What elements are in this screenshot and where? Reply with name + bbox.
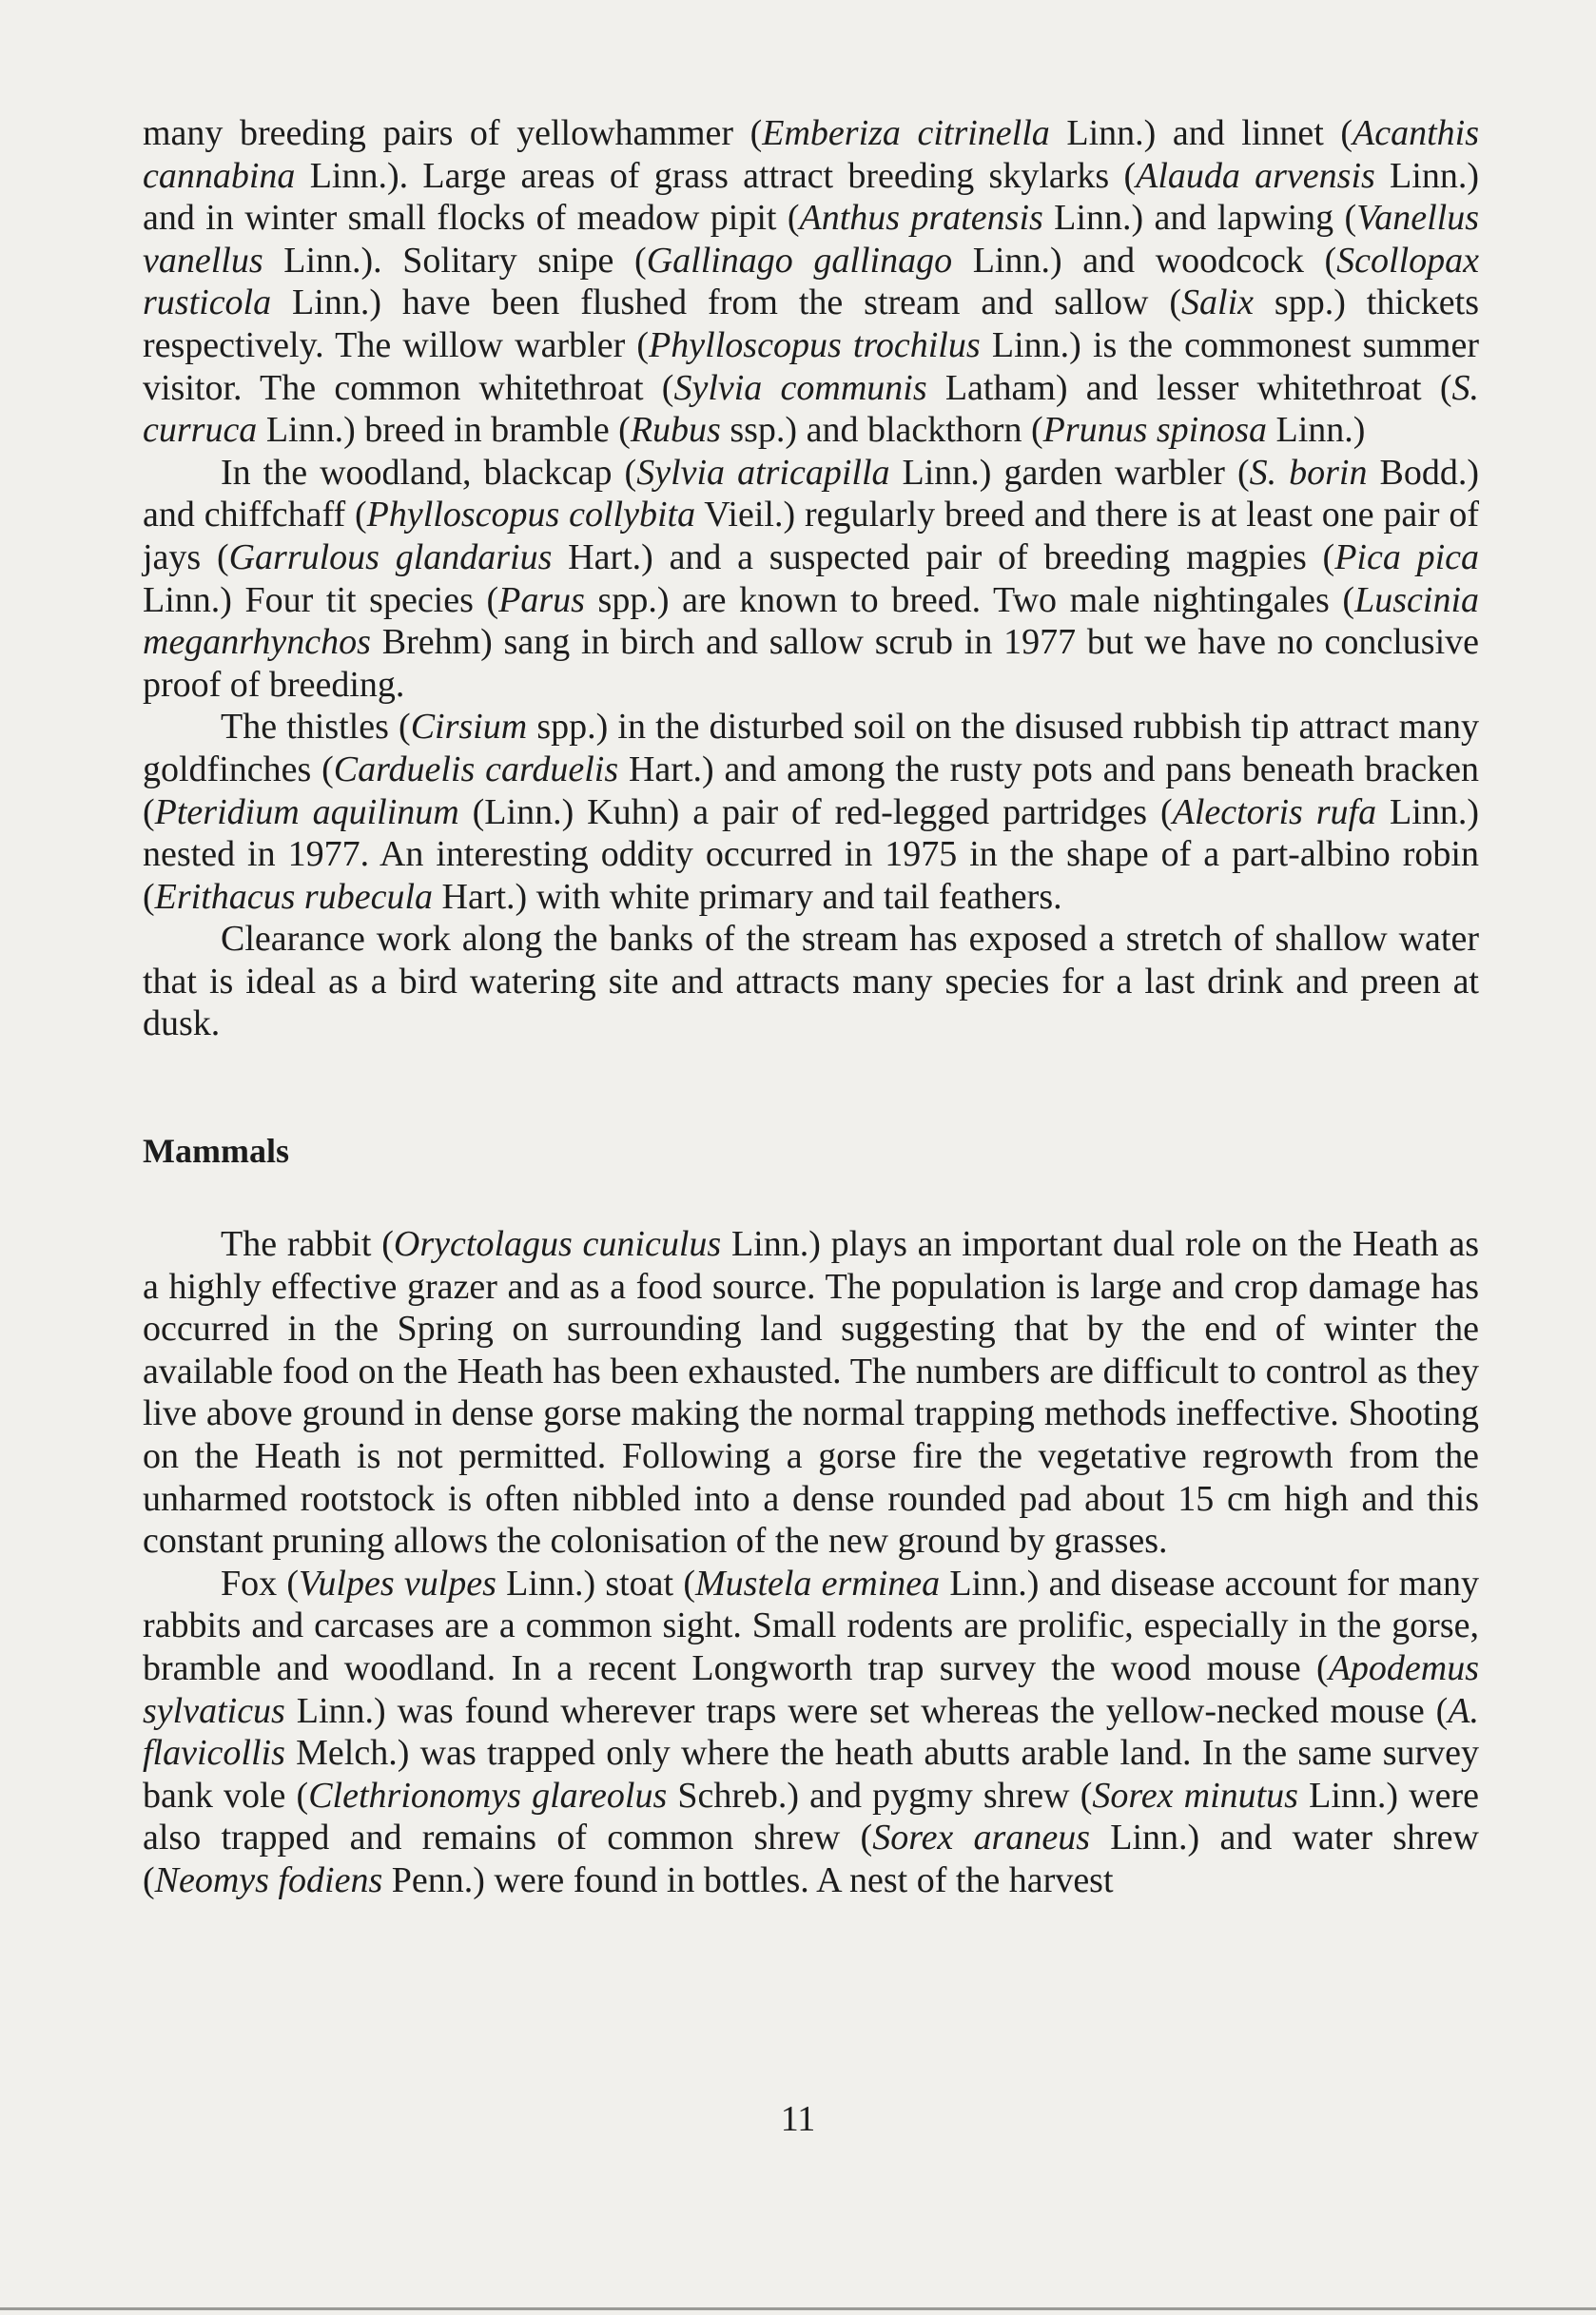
text-run: Linn.) and lapwing ( — [1042, 198, 1357, 239]
text-run: Fox ( — [221, 1563, 300, 1604]
text-run: Linn.). Solitary snipe ( — [263, 240, 647, 281]
species-name: Mustela erminea — [695, 1563, 941, 1604]
species-name: Alauda arvensis — [1136, 155, 1375, 196]
species-name: Cirsium — [410, 707, 528, 748]
species-name: Phylloscopus trochilus — [649, 324, 981, 365]
species-name: Anthus pratensis — [799, 198, 1043, 239]
text-run: Linn.) breed in bramble ( — [257, 410, 631, 451]
text-run: Schreb.) and pygmy shrew ( — [667, 1775, 1093, 1816]
species-name: Pica pica — [1334, 536, 1479, 577]
paragraph-p3 — [143, 706, 1479, 918]
species-name: Vanellus vanellus — [143, 198, 1479, 281]
text-run: Linn.) plays an important dual role on the Heath as a highly effective grazer and as a food source. The population is large and crop damage has occurred in the Spring on surrounding land suggesting that by the end of winter the available food on the Heath has been exhausted. The numbers are difficult to control as they live above ground in dense gorse making the normal trapping methods ineffective. Shooting on the Heath is not permitted. Following a gorse fire the vegetative regrowth from the unharmed rootstock is often nibbled into a dense rounded pad about 15 cm high and this constant pruning allows the colonisation of the new ground by grasses. — [143, 1224, 1479, 1562]
species-name: Acanthis cannabina — [143, 113, 1480, 196]
species-name: Parus — [498, 579, 585, 620]
species-name: Sylvia communis — [673, 367, 927, 408]
mammals-section — [143, 1223, 1479, 1902]
text-run: Linn.) Four tit species ( — [143, 579, 499, 620]
paragraph-p4 — [143, 918, 1479, 1045]
species-name: Scollopax rusticola — [143, 240, 1479, 323]
page-number: 11 — [780, 2099, 816, 2139]
text-run: ssp.) and blackthorn ( — [720, 410, 1043, 451]
species-name: Vulpes vulpes — [299, 1563, 496, 1604]
text-run: Linn.) — [1267, 410, 1366, 451]
text-run: Linn.) and in winter small flocks of meadow pipit ( — [143, 155, 1479, 239]
species-name: Luscinia meganrhynchos — [143, 579, 1479, 663]
text-run: Brehm) sang in birch and sallow scrub in 1977 but we have no conclusive proof of breeding. — [143, 622, 1479, 705]
text-run: Linn.) have been flushed from the stream and sallow ( — [271, 282, 1182, 323]
page-bottom-edge — [0, 2307, 1596, 2310]
species-name: Carduelis carduelis — [333, 749, 619, 789]
species-name: A. flavicollis — [143, 1690, 1479, 1774]
species-name: Alectoris rufa — [1172, 791, 1377, 832]
text-run: Melch.) was trapped only where the heath abutts arable land. In the same survey bank vole ( — [143, 1733, 1479, 1816]
text-run: spp.) in the disturbed soil on the disused rubbish tip attract many goldfinches ( — [143, 707, 1479, 789]
paragraph-m2 — [143, 1563, 1479, 1902]
text-run: Vieil.) regularly breed and there is at least one pair of jays ( — [143, 495, 1479, 577]
text-run: many breeding pairs of yellowhammer ( — [143, 113, 763, 153]
text-run: Linn.) were also trapped and remains of common shrew ( — [143, 1775, 1479, 1858]
text-run: Linn.) garden warbler ( — [889, 452, 1250, 493]
species-name: Clethrionomys glareolus — [308, 1775, 668, 1816]
text-run: Linn.) stoat ( — [496, 1563, 695, 1604]
text-run: Linn.) and woodcock ( — [952, 240, 1337, 281]
species-name: S. curruca — [143, 367, 1479, 451]
section-heading-mammals: Mammals — [143, 1132, 289, 1171]
text-run: Hart.) and a suspected pair of breeding magpies ( — [552, 536, 1335, 577]
text-run: The rabbit ( — [221, 1224, 394, 1265]
birds-section — [143, 112, 1479, 1045]
species-name: Phylloscopus collybita — [366, 495, 696, 535]
paragraph-p2 — [143, 452, 1479, 707]
text-run: Linn.) and linnet ( — [1049, 113, 1353, 153]
text-run: In the woodland, blackcap ( — [221, 452, 637, 493]
text-run: Linn.) nested in 1977. An interesting oddity occurred in 1975 in the shape of a part-albino robin ( — [143, 791, 1479, 917]
text-run: spp.) are known to breed. Two male nightingales ( — [584, 579, 1355, 620]
text-run: Linn.) was found wherever traps were set whereas the yellow-necked mouse ( — [284, 1690, 1449, 1731]
species-name: Garrulous glandarius — [228, 536, 553, 577]
paragraph-p1 — [143, 112, 1479, 452]
text-run: Hart.) with white primary and tail feathers. — [433, 876, 1062, 917]
text-run: Linn.) and water shrew ( — [143, 1818, 1479, 1900]
text-run: The thistles ( — [221, 707, 411, 748]
species-name: Prunus spinosa — [1042, 410, 1268, 451]
species-name: Sylvia atricapilla — [636, 452, 890, 493]
species-name: Oryctolagus cuniculus — [393, 1224, 722, 1265]
text-run: Clearance work along the banks of the stream has exposed a stretch of shallow water that is ideal as a bird watering site and attracts many species for a last drink and preen at dusk. — [143, 919, 1479, 1044]
species-name: Salix — [1181, 282, 1254, 323]
document-page — [143, 112, 1479, 1902]
paragraph-m1 — [143, 1223, 1479, 1563]
species-name: Rubus — [630, 410, 721, 451]
species-name: Sorex minutus — [1092, 1775, 1298, 1816]
species-name: Emberiza citrinella — [762, 113, 1050, 153]
species-name: Neomys fodiens — [154, 1859, 383, 1900]
text-run: Linn.). Large areas of grass attract breeding skylarks ( — [295, 155, 1137, 196]
species-name: Erithacus rubecula — [154, 876, 434, 917]
species-name: Pteridium aquilinum — [154, 791, 459, 832]
text-run: Linn.) and disease account for many rabbits and carcases are a common sight. Small rodents are prolific, especially in the gorse, bramble and woodland. In a recent Longworth trap survey the wood mouse ( — [143, 1563, 1479, 1688]
species-name: Apodemus sylvaticus — [143, 1648, 1479, 1731]
text-run: Latham) and lesser whitethroat ( — [926, 367, 1452, 408]
text-run: Linn.) is the commonest summer visitor. The common whitethroat ( — [143, 324, 1480, 408]
species-name: Gallinago gallinago — [646, 240, 953, 281]
text-run: Hart.) and among the rusty pots and pans beneath bracken ( — [143, 749, 1480, 832]
text-run: Bodd.) and chiffchaff ( — [143, 452, 1480, 535]
text-run: (Linn.) Kuhn) a pair of red-legged partridges ( — [458, 791, 1173, 832]
text-run: Penn.) were found in bottles. A nest of the harvest — [382, 1859, 1114, 1900]
species-name: Sorex araneus — [872, 1818, 1091, 1858]
text-run: spp.) thickets respectively. The willow warbler ( — [143, 282, 1479, 365]
species-name: S. borin — [1249, 452, 1368, 493]
